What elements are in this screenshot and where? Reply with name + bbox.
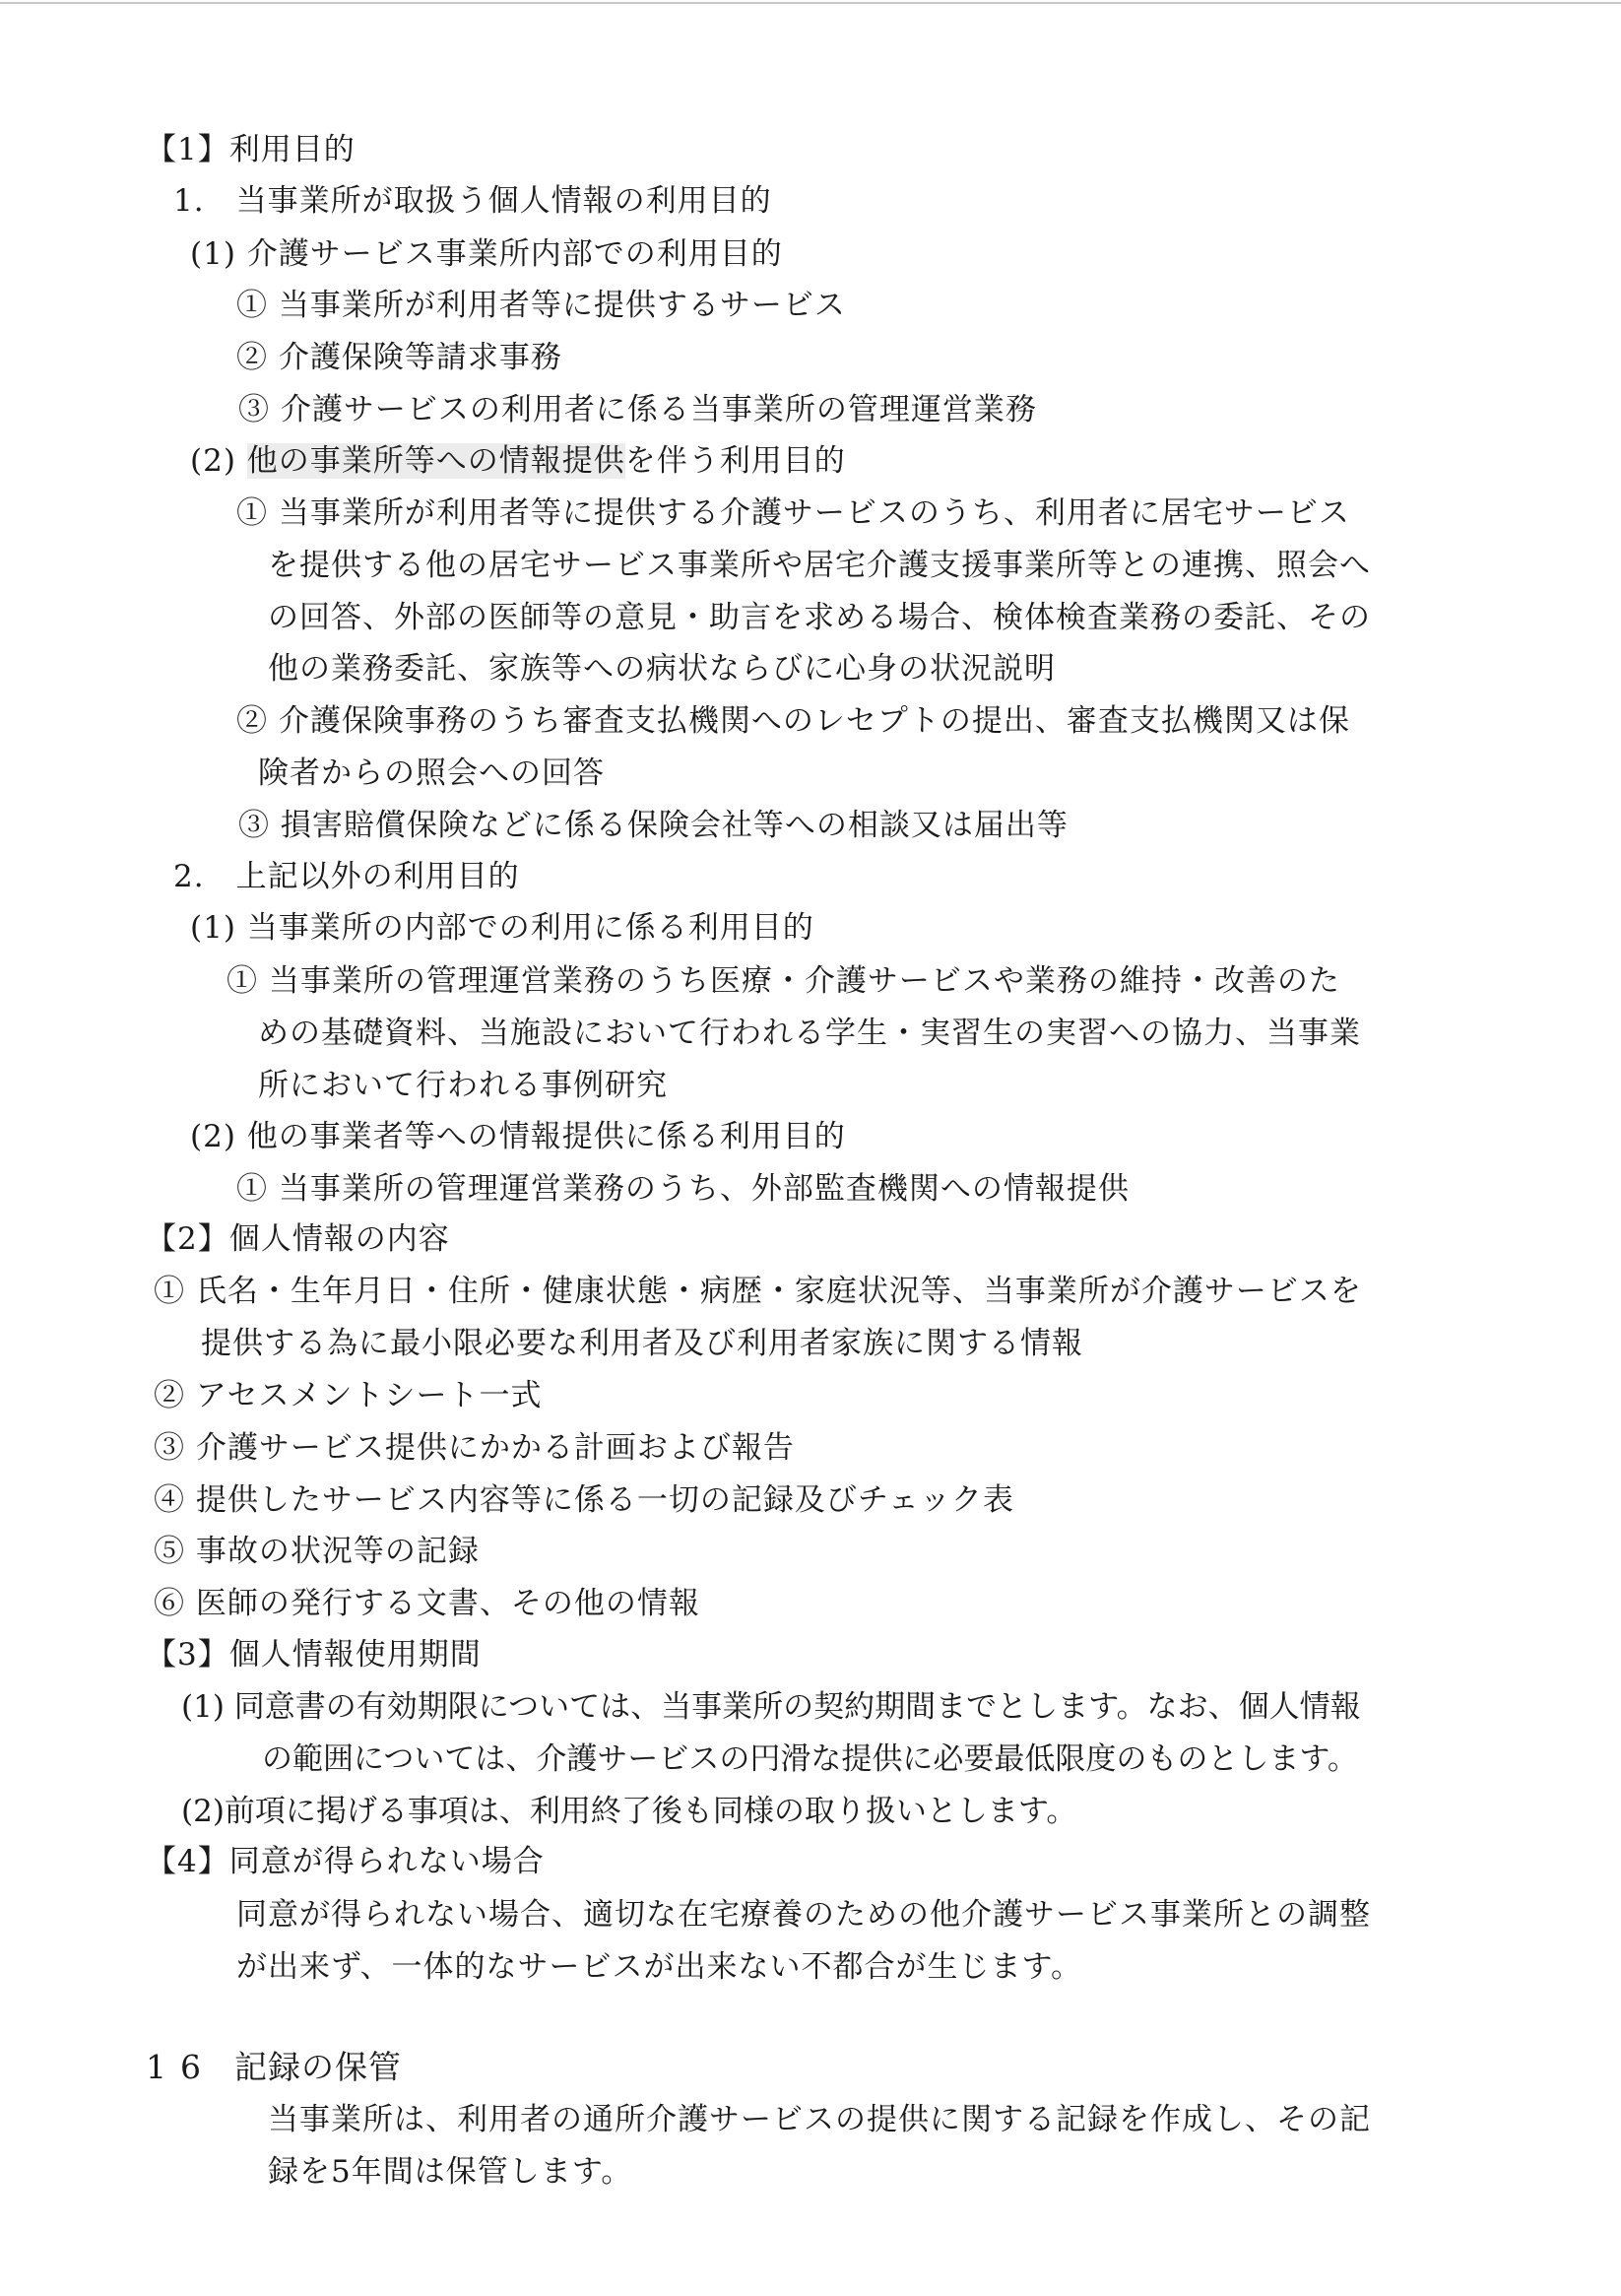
list-item: ① 当事業所の管理運営業務のうち医療・介護サービスや業務の維持・改善のた <box>227 963 1340 999</box>
paragraph-line: が出来ず、一体的なサービスが出来ない不都合が生じます。 <box>236 1949 1083 1985</box>
section-3-heading: 【3】個人情報使用期間 <box>146 1637 482 1673</box>
item-1-title: 1. 当事業所が取扱う個人情報の利用目的 <box>173 183 772 219</box>
list-item: ① 当事業所が利用者等に提供する介護サービスのうち、利用者に居宅サービス <box>236 495 1350 531</box>
list-item: ② 介護保険事務のうち審査支払機関へのレセプトの提出、審査支払機関又は保 <box>236 703 1350 739</box>
list-item: ② 介護保険等請求事務 <box>236 340 562 375</box>
highlighted-text: 他の事業所等への情報提供 <box>246 443 625 479</box>
list-item-cont: の回答、外部の医師等の意見・助言を求める場合、検体検査業務の委託、その <box>268 600 1371 635</box>
paragraph-line: 当事業所は、利用者の通所介護サービスの提供に関する記録を作成し、その記 <box>268 2102 1371 2137</box>
sub-2-1-title: (1) 当事業所の内部での利用に係る利用目的 <box>190 910 814 946</box>
section-4-heading: 【4】同意が得られない場合 <box>146 1844 545 1879</box>
sub-1-1-title: (1) 介護サービス事業所内部での利用目的 <box>190 236 783 272</box>
sub-2-2-title: (2) 他の事業者等への情報提供に係る利用目的 <box>190 1119 846 1154</box>
section-16-heading <box>146 2048 402 2087</box>
sub-1-2-prefix: (2) <box>190 443 247 479</box>
section-1-heading: 【1】利用目的 <box>146 132 356 167</box>
list-item: ① 当事業所の管理運営業務のうち、外部監査機関への情報提供 <box>236 1171 1130 1207</box>
list-item: (1) 同意書の有効期限については、当事業所の契約期間までとします。なお、個人情報 <box>181 1689 1361 1725</box>
list-item: ② アセスメントシート一式 <box>154 1378 543 1413</box>
list-item: (2)前項に掲げる事項は、利用終了後も同様の取り扱いとします。 <box>181 1794 1077 1829</box>
section-2-heading: 【2】個人情報の内容 <box>146 1221 450 1257</box>
section-number: 16 <box>146 2048 215 2086</box>
list-item-cont: 他の業務委託、家族等への病状ならびに心身の状況説明 <box>268 651 1056 687</box>
list-item-cont: 所において行われる事例研究 <box>258 1068 668 1103</box>
page-top-border <box>0 2 1621 4</box>
section-title: 記録の保管 <box>234 2048 402 2086</box>
list-item: ④ 提供したサービス内容等に係る一切の記録及びチェック表 <box>154 1482 1014 1518</box>
sub-1-2-suffix: を伴う利用目的 <box>624 443 846 479</box>
list-item: ③ 介護サービスの利用者に係る当事業所の管理運営業務 <box>238 392 1037 427</box>
item-2-title: 2. 上記以外の利用目的 <box>173 859 520 894</box>
list-item: ⑥ 医師の発行する文書、その他の情報 <box>154 1586 700 1621</box>
sub-1-2-title <box>190 441 846 481</box>
list-item-cont: の範囲については、介護サービスの円滑な提供に必要最低限度のものとします。 <box>262 1741 1358 1777</box>
list-item-cont: めの基礎資料、当施設において行われる学生・実習生の実習への協力、当事業 <box>258 1016 1361 1051</box>
list-item: ⑤ 事故の状況等の記録 <box>154 1534 480 1569</box>
list-item: ③ 損害賠償保険などに係る保険会社等への相談又は届出等 <box>238 808 1069 843</box>
paragraph-line: 録を5年間は保管します。 <box>268 2154 633 2190</box>
list-item: ① 当事業所が利用者等に提供するサービス <box>236 288 846 323</box>
list-item-cont: を提供する他の居宅サービス事業所や居宅介護支援事業所等との連携、照会へ <box>268 548 1371 583</box>
list-item: ③ 介護サービス提供にかかる計画および報告 <box>154 1430 795 1466</box>
list-item: ① 氏名・生年月日・住所・健康状態・病歴・家庭状況等、当事業所が介護サービスを <box>154 1274 1362 1309</box>
list-item-cont: 険者からの照会への回答 <box>258 755 605 791</box>
paragraph-line: 同意が得られない場合、適切な在宅療養のための他介護サービス事業所との調整 <box>236 1897 1371 1933</box>
list-item-cont: 提供する為に最小限必要な利用者及び利用者家族に関する情報 <box>201 1326 1083 1361</box>
